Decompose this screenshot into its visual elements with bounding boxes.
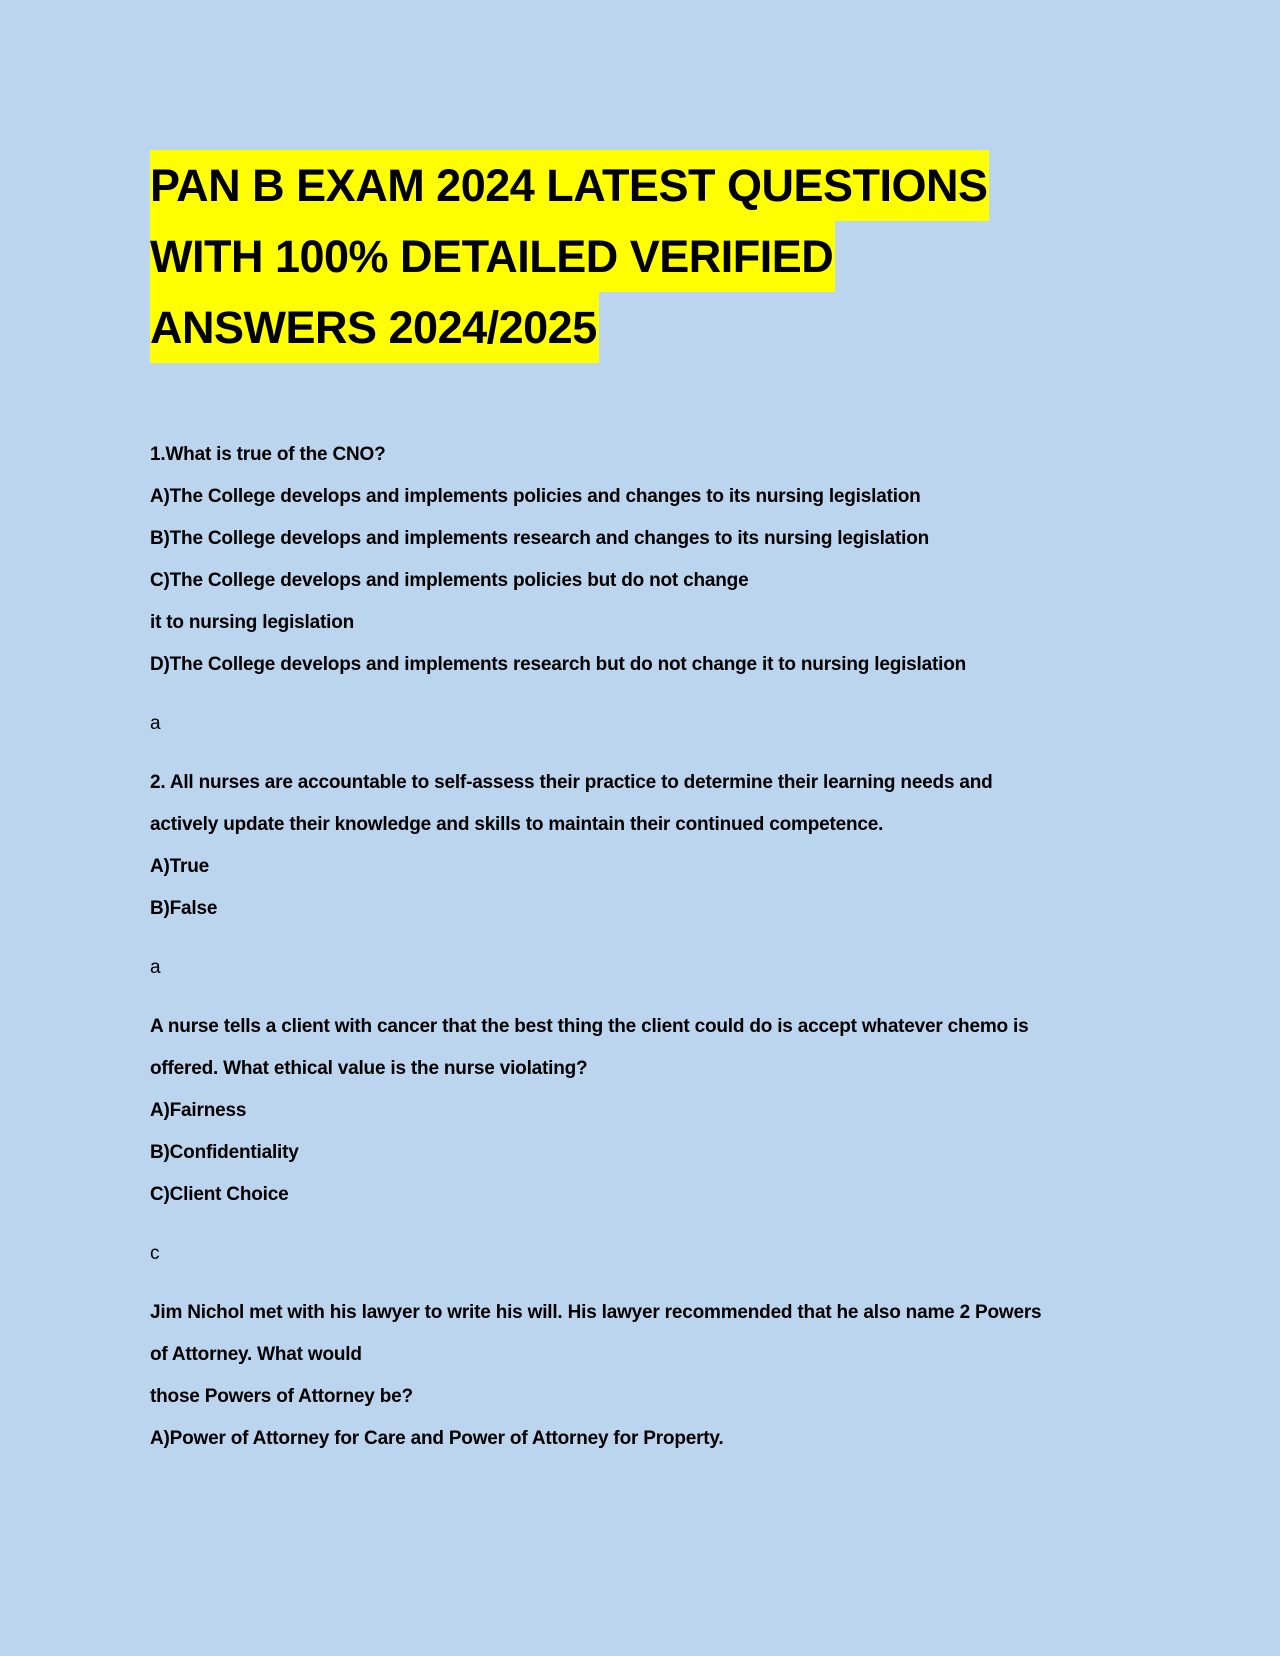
option-b: B)False — [150, 898, 218, 919]
answer-key: a — [150, 713, 161, 734]
option-a: A)Fairness — [150, 1100, 247, 1121]
question-text-continued: of Attorney. What would — [150, 1344, 362, 1365]
document-title — [150, 150, 1140, 363]
question-text: A nurse tells a client with cancer that the best thing the client could do is accept whatever chemo is — [150, 1016, 1029, 1037]
option-b: B)Confidentiality — [150, 1142, 299, 1163]
question-3 — [150, 1006, 1140, 1275]
option-a: A)True — [150, 856, 209, 877]
question-4 — [150, 1292, 1140, 1460]
option-b: B)The College develops and implements research and changes to its nursing legislation — [150, 528, 930, 549]
title-line: ANSWERS 2024/2025 — [150, 292, 599, 363]
question-text: Jim Nichol met with his lawyer to write his will. His lawyer recommended that he also name 2 Powers — [150, 1302, 1042, 1323]
question-text-continued: those Powers of Attorney be? — [150, 1386, 413, 1407]
title-line: PAN B EXAM 2024 LATEST QUESTIONS — [150, 150, 989, 221]
question-text-continued: offered. What ethical value is the nurse violating? — [150, 1058, 588, 1079]
question-1 — [150, 434, 1140, 745]
option-c: C)The College develops and implements policies but do not change — [150, 570, 749, 591]
option-a: A)Power of Attorney for Care and Power of Attorney for Property. — [150, 1428, 724, 1449]
option-c: C)Client Choice — [150, 1184, 289, 1205]
title-line: WITH 100% DETAILED VERIFIED — [150, 221, 835, 292]
answer-key: c — [150, 1243, 160, 1264]
question-text: 2. All nurses are accountable to self-assess their practice to determine their learning needs and — [150, 772, 993, 793]
option-a: A)The College develops and implements policies and changes to its nursing legislation — [150, 486, 921, 507]
option-c-continued: it to nursing legislation — [150, 612, 355, 633]
option-d: D)The College develops and implements research but do not change it to nursing legislation — [150, 654, 967, 675]
question-2 — [150, 762, 1140, 989]
question-text: 1.What is true of the CNO? — [150, 444, 386, 465]
question-text-continued: actively update their knowledge and skills to maintain their continued competence. — [150, 814, 884, 835]
document-page — [150, 150, 1140, 1460]
answer-key: a — [150, 957, 161, 978]
